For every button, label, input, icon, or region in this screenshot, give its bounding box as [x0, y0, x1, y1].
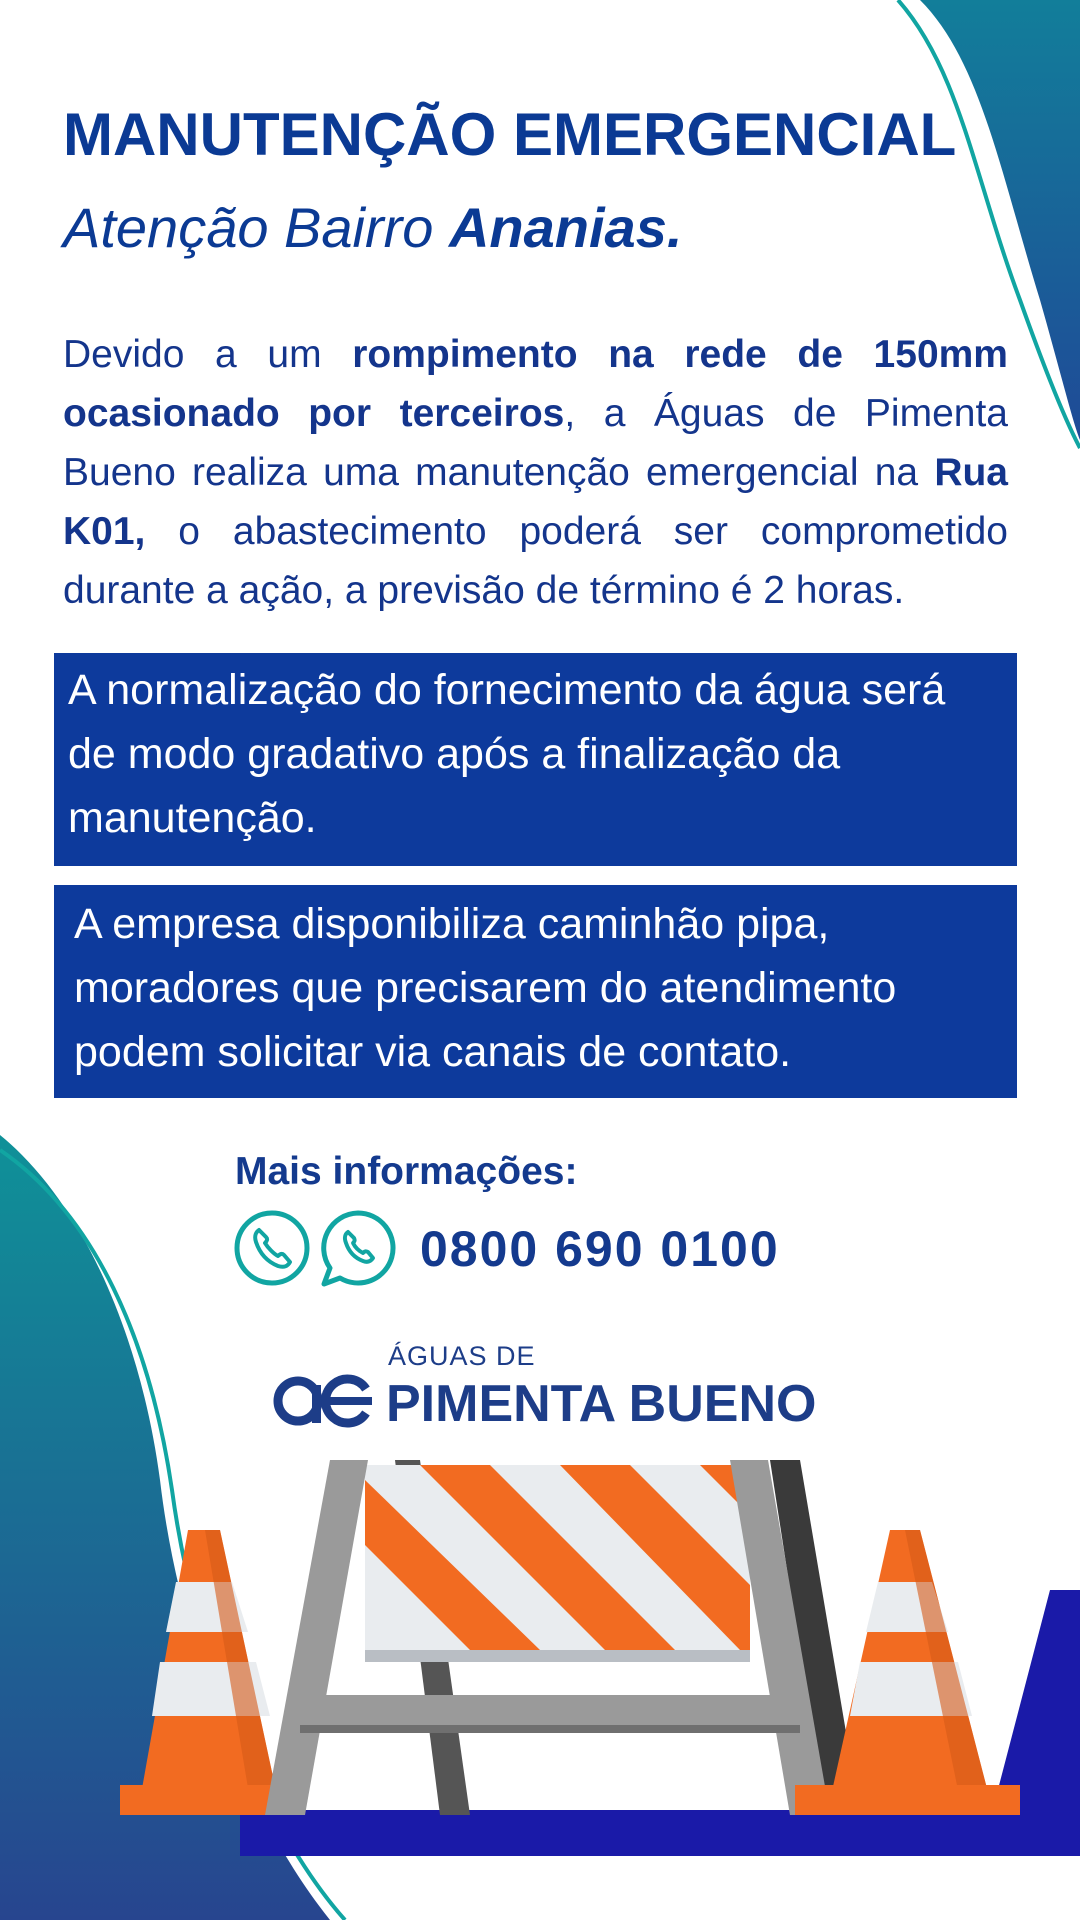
notice-bold-1: rompimento na rede de 150mm ocasionado por terceiros [63, 333, 1008, 435]
logo-top-text: ÁGUAS DE [388, 1341, 536, 1371]
page-title: MANUTENÇÃO EMERGENCIAL [63, 101, 957, 168]
logo-mark-icon [272, 1371, 380, 1431]
subtitle [63, 195, 682, 260]
neighborhood-name: Ananias. [448, 196, 683, 259]
phone-number[interactable]: 0800 690 0100 [420, 1221, 780, 1277]
notice-text-3: o abastecimento poderá ser comprometido durante a ação, a previsão de término é 2 horas. [63, 510, 1008, 612]
phone-icon [232, 1208, 312, 1288]
notice-paragraph [63, 325, 1008, 620]
notice-text-2: , a Águas de Pimenta Bueno realiza uma manutenção emergencial na [63, 392, 1008, 494]
logo-main-text: PIMENTA BUENO [386, 1375, 817, 1433]
more-info-heading: Mais informações: [235, 1150, 578, 1193]
water-truck-notice: A empresa disponibiliza caminhão pipa, moradores que precisarem do atendimento podem solicitar via canais de contato. [54, 885, 1017, 1098]
notice-bold-2: Rua K01, [63, 451, 1008, 553]
road-barrier-illustration [0, 1440, 1080, 1880]
notice-text-1: Devido a um [63, 333, 353, 376]
normalization-notice: A normalização do fornecimento da água será de modo gradativo após a finalização da manutenção. [54, 653, 1017, 866]
whatsapp-icon [318, 1208, 398, 1288]
company-logo [272, 1335, 832, 1435]
subtitle-prefix: Atenção Bairro [63, 196, 449, 259]
